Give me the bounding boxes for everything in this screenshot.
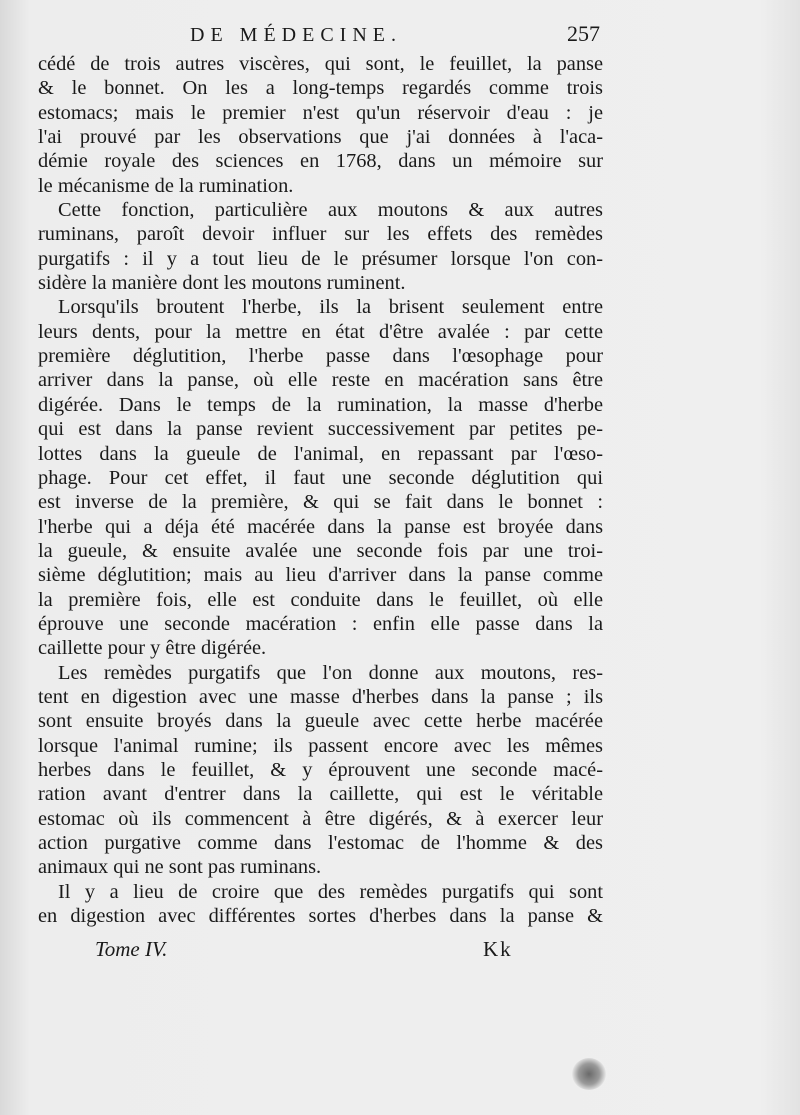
page-header [40,21,600,54]
text-line: leurs dents, pour la mettre en état d'être avalée : par cette [38,320,603,343]
text-line: Les remèdes purgatifs que l'on donne aux moutons, res- [58,661,603,684]
text-line: la gueule, & ensuite avalée une seconde fois par une troi- [38,539,603,562]
text-line: sont ensuite broyés dans la gueule avec cette herbe macérée [38,710,603,733]
text-line: l'herbe qui a déja été macérée dans la panse est broyée dans [38,515,603,538]
text-line: ration avant d'entrer dans la caillette, qui est le véritable [38,783,603,806]
text-line: action purgative comme dans l'estomac de l'homme & des [38,832,603,854]
text-line: Il y a lieu de croire que des remèdes purgatifs qui sont [58,880,603,903]
text-line: Lorsqu'ils broutent l'herbe, ils la brisent seulement entre [58,296,603,319]
signature-mark: Kk [483,937,513,961]
text-line: éprouve une seconde macération : enfin elle passe dans la [38,612,603,635]
text-line: le mécanisme de la rumination. [38,174,294,197]
text-line: sième déglutition; mais au lieu d'arriver dans la panse comme [38,564,603,587]
text-line: la première fois, elle est conduite dans le feuillet, où elle [38,588,603,611]
volume-label: Tome IV. [95,937,168,961]
body-text [38,52,603,928]
text-line: herbes dans le feuillet, & y éprouvent une seconde macé- [38,758,603,781]
text-line: ruminans, paroît devoir influer sur les effets des remèdes [38,223,603,246]
text-line: estomac où ils commencent à être digérés, & à exercer leur [38,807,603,830]
text-line: purgatifs : il y a tout lieu de le présumer lorsque l'on con- [38,247,603,270]
text-line: sidère la manière dont les moutons ruminent. [38,272,406,295]
text-line: l'ai prouvé par les observations que j'ai données à l'aca- [38,126,603,149]
ink-stain [572,1058,606,1090]
text-line: caillette pour y être digérée. [38,637,267,660]
text-line: cédé de trois autres viscères, qui sont, le feuillet, la panse [38,53,603,75]
text-line: démie royale des sciences en 1768, dans un mémoire sur [38,150,603,173]
text-line: qui est dans la panse revient successivement par petites pe- [38,418,603,441]
text-line: lottes dans la gueule de l'animal, en repassant par l'œso- [38,442,603,465]
text-line: & le bonnet. On les a long-temps regardés comme trois [38,77,603,100]
text-line: estomacs; mais le premier n'est qu'un réservoir d'eau : je [38,101,603,124]
text-line: arriver dans la panse, où elle reste en macération sans être [38,369,603,392]
text-line: digérée. Dans le temps de la rumination, la masse d'herbe [38,393,603,416]
text-line: phage. Pour cet effet, il faut une seconde déglutition qui [38,466,603,489]
text-line: en digestion avec différentes sortes d'herbes dans la panse & [38,905,603,928]
text-line: lorsque l'animal rumine; ils passent encore avec les mêmes [38,734,603,757]
text-line: Cette fonction, particulière aux moutons & aux autres [58,199,603,222]
page-footer [95,937,525,965]
running-title: DE MÉDECINE. [190,24,402,46]
text-line: est inverse de la première, & qui se fait dans le bonnet : [38,491,603,514]
text-line: première déglutition, l'herbe passe dans l'œsophage pour [38,345,603,368]
text-line: animaux qui ne sont pas ruminans. [38,856,322,879]
page-number: 257 [567,21,600,46]
text-line: tent en digestion avec une masse d'herbes dans la panse ; ils [38,685,603,708]
